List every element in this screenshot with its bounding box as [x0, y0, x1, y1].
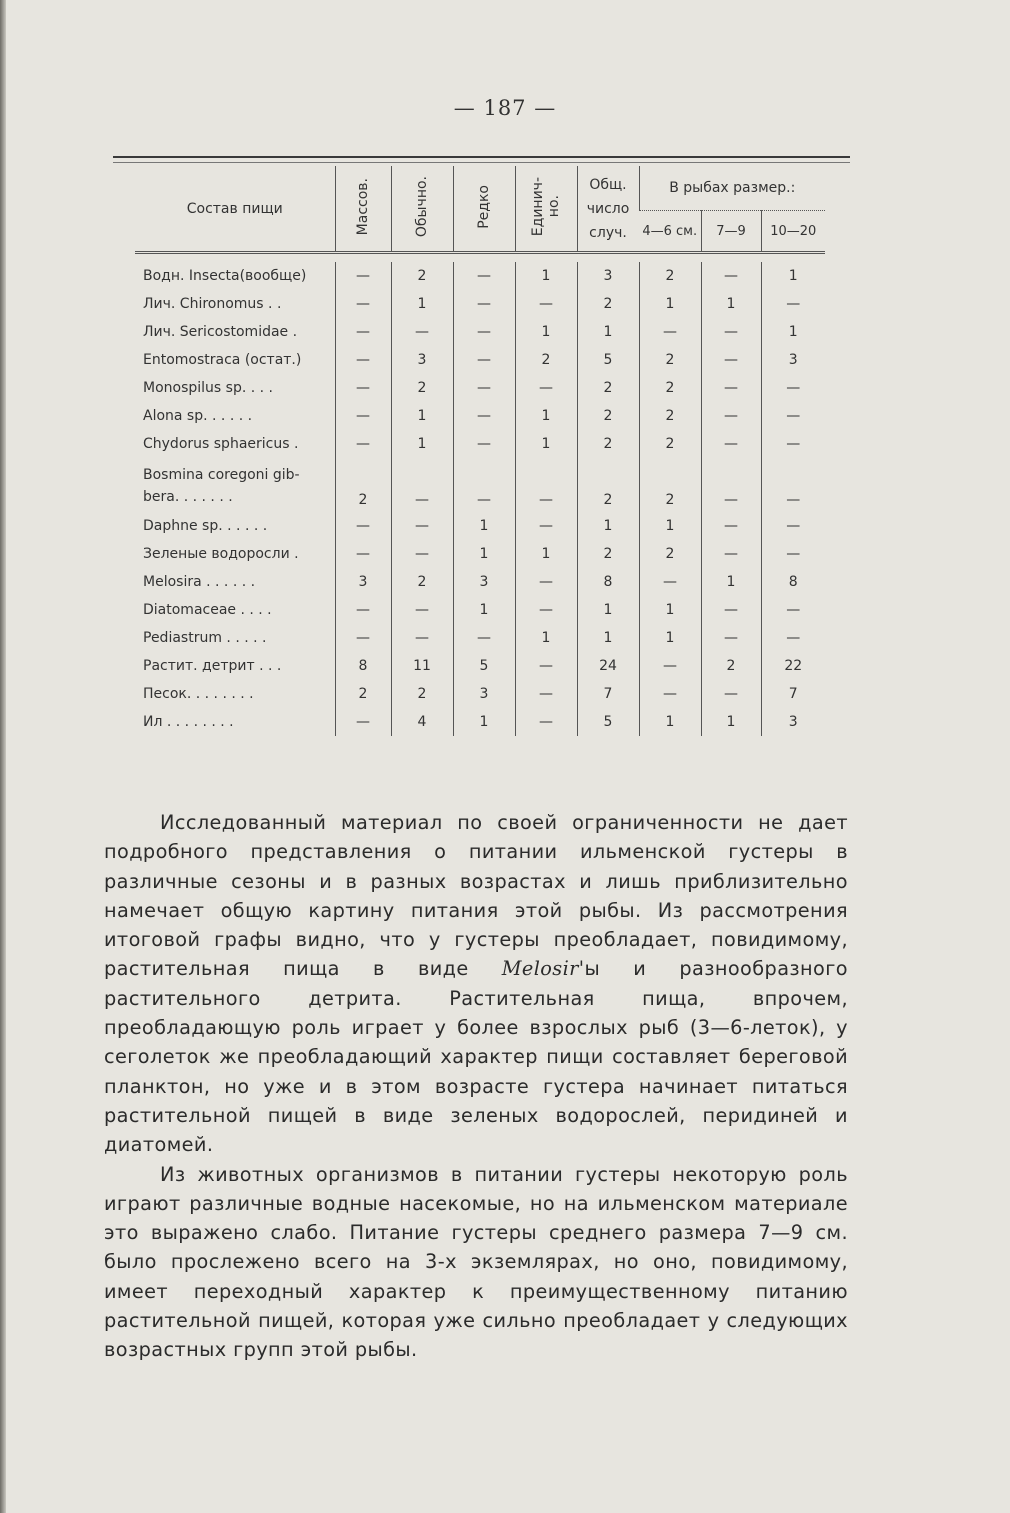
cell-total: 3: [577, 262, 639, 290]
cell-rare: 3: [453, 568, 515, 596]
cell-total: 1: [577, 512, 639, 540]
cell-single: 1: [515, 318, 577, 346]
cell-rare: 5: [453, 652, 515, 680]
food-item-name: Ил . . . . . . . .: [143, 714, 234, 730]
food-item-name: Daphne sp. . . . . .: [143, 518, 268, 534]
cell-single: 2: [515, 346, 577, 374]
cell-b: —: [701, 458, 761, 512]
cell-a: 2: [639, 430, 701, 458]
cell-b: —: [701, 596, 761, 624]
cell-total: 1: [577, 624, 639, 652]
cell-total: 2: [577, 430, 639, 458]
cell-total: 2: [577, 290, 639, 318]
cell-b: —: [701, 346, 761, 374]
cell-mass: —: [335, 708, 391, 736]
cell-b: —: [701, 430, 761, 458]
cell-c: 3: [761, 708, 825, 736]
cell-total: 2: [577, 374, 639, 402]
cell-usual: 2: [391, 374, 453, 402]
header-rare: Редко: [453, 166, 515, 253]
cell-rare: —: [453, 624, 515, 652]
table-row: [135, 512, 825, 540]
header-mass: Массов.: [335, 166, 391, 253]
cell-b: —: [701, 624, 761, 652]
cell-single: —: [515, 680, 577, 708]
food-item-name: Bosmina coregoni gib- bera. . . . . . .: [143, 467, 300, 505]
cell-usual: 11: [391, 652, 453, 680]
cell-usual: —: [391, 540, 453, 568]
cell-usual: 3: [391, 346, 453, 374]
cell-b: 1: [701, 290, 761, 318]
paragraph-1: Исследованный материал по своей ограниченности не дает подробного представления о питании ильменской густеры в различные сезоны и в разных возрастах и лишь приблизительно намечает общую картину питания этой рыбы. Из рассмотрения итоговой графы видно, что у густеры преобладает, повидимому, растительная пища в виде Melosir'ы и разнообразного растительного детрита. Растительная пища, впрочем, преобладающую роль играет у более взрослых рыб (3—6-леток), у сеголеток же преобладающий характер пищи составляет береговой планктон, но уже и в этом возрасте густера начинает питаться растительной пищей в виде зеленых водорослей, перидиней и диатомей.: [104, 811, 848, 1157]
header-fish-size: В рыбах размер.:: [639, 166, 825, 211]
cell-single: 1: [515, 430, 577, 458]
cell-a: 2: [639, 262, 701, 290]
cell-mass: —: [335, 374, 391, 402]
cell-total: 7: [577, 680, 639, 708]
header-total: Общ. число случ.: [577, 166, 639, 253]
table-row: [135, 624, 825, 652]
cell-single: —: [515, 568, 577, 596]
cell-rare: —: [453, 346, 515, 374]
cell-usual: —: [391, 624, 453, 652]
cell-single: 1: [515, 540, 577, 568]
cell-c: —: [761, 402, 825, 430]
cell-c: —: [761, 540, 825, 568]
food-item-name: Monospilus sp. . . .: [143, 380, 273, 396]
table-row: [135, 430, 825, 458]
cell-total: 8: [577, 568, 639, 596]
food-composition-table: [135, 166, 825, 736]
table-top-rule-thin: [113, 162, 850, 163]
cell-b: —: [701, 262, 761, 290]
cell-c: —: [761, 430, 825, 458]
cell-mass: 2: [335, 680, 391, 708]
header-separator: [135, 253, 825, 263]
cell-usual: —: [391, 458, 453, 512]
page-edge: [0, 0, 6, 1513]
cell-rare: —: [453, 430, 515, 458]
food-item-name: Alona sp. . . . . .: [143, 408, 253, 424]
table-body: [135, 262, 825, 736]
cell-a: 2: [639, 374, 701, 402]
cell-mass: —: [335, 290, 391, 318]
cell-b: 1: [701, 708, 761, 736]
food-item-name: Песок. . . . . . . .: [143, 686, 254, 702]
cell-mass: —: [335, 540, 391, 568]
cell-mass: —: [335, 624, 391, 652]
cell-usual: —: [391, 596, 453, 624]
cell-a: 1: [639, 290, 701, 318]
table-row: [135, 346, 825, 374]
cell-b: —: [701, 374, 761, 402]
cell-a: 2: [639, 346, 701, 374]
food-item-name: Зеленые водоросли .: [143, 546, 299, 562]
cell-b: 2: [701, 652, 761, 680]
cell-single: —: [515, 512, 577, 540]
header-composition: Состав пищи: [186, 200, 283, 217]
cell-a: 1: [639, 624, 701, 652]
table-row: [135, 318, 825, 346]
cell-a: 2: [639, 540, 701, 568]
cell-total: 1: [577, 596, 639, 624]
table-row: [135, 596, 825, 624]
cell-rare: —: [453, 458, 515, 512]
cell-a: 1: [639, 596, 701, 624]
cell-rare: 1: [453, 596, 515, 624]
cell-b: —: [701, 318, 761, 346]
cell-usual: 4: [391, 708, 453, 736]
cell-rare: 1: [453, 512, 515, 540]
cell-total: 2: [577, 458, 639, 512]
cell-b: —: [701, 680, 761, 708]
cell-usual: 1: [391, 402, 453, 430]
cell-c: 1: [761, 262, 825, 290]
cell-a: —: [639, 318, 701, 346]
cell-mass: —: [335, 596, 391, 624]
cell-a: —: [639, 652, 701, 680]
cell-a: 1: [639, 708, 701, 736]
table-row: [135, 458, 825, 512]
cell-mass: 2: [335, 458, 391, 512]
cell-rare: —: [453, 374, 515, 402]
table-row: [135, 290, 825, 318]
cell-rare: 1: [453, 540, 515, 568]
food-item-name: Лич. Chironomus . .: [143, 296, 282, 312]
cell-c: 22: [761, 652, 825, 680]
cell-usual: 1: [391, 430, 453, 458]
cell-single: —: [515, 290, 577, 318]
melosira-italic: Melosir': [501, 957, 585, 981]
table-top-rule: [113, 156, 850, 158]
cell-rare: 3: [453, 680, 515, 708]
food-item-name: Водн. Insecta(вообще): [143, 268, 307, 284]
cell-total: 2: [577, 402, 639, 430]
food-item-name: Лич. Sericostomidae .: [143, 324, 298, 340]
food-item-name: Entomostraca (остат.): [143, 352, 302, 368]
cell-usual: 2: [391, 680, 453, 708]
cell-b: 1: [701, 568, 761, 596]
cell-single: —: [515, 652, 577, 680]
paragraph-2: Из животных организмов в питании густеры некоторую роль играют различные водные насекомые, но на ильменском материале это выражено слабо. Питание густеры среднего размера 7—9 см. было прослежено всего на 3-х экземлярах, но оно, повидимому, имеет переходный характер к преимущественному питанию растительной пищей, которая уже сильно преобладает у следующих возрастных групп этой рыбы.: [104, 1162, 848, 1362]
cell-b: —: [701, 512, 761, 540]
table-row: [135, 402, 825, 430]
cell-a: 2: [639, 402, 701, 430]
cell-a: 2: [639, 458, 701, 512]
cell-c: —: [761, 374, 825, 402]
cell-rare: 1: [453, 708, 515, 736]
cell-rare: —: [453, 262, 515, 290]
cell-total: 2: [577, 540, 639, 568]
cell-total: 5: [577, 708, 639, 736]
food-item-name: Растит. детрит . . .: [143, 658, 282, 674]
cell-single: 1: [515, 402, 577, 430]
table-row: [135, 540, 825, 568]
cell-mass: —: [335, 512, 391, 540]
table-row: [135, 568, 825, 596]
cell-mass: —: [335, 430, 391, 458]
cell-c: —: [761, 290, 825, 318]
cell-usual: —: [391, 512, 453, 540]
table-row: [135, 708, 825, 736]
food-item-name: Chydorus sphaericus .: [143, 436, 299, 452]
cell-c: —: [761, 624, 825, 652]
body-text: [104, 808, 848, 1365]
table-row: [135, 652, 825, 680]
table-row: [135, 262, 825, 290]
cell-c: 1: [761, 318, 825, 346]
cell-single: 1: [515, 262, 577, 290]
cell-c: 7: [761, 680, 825, 708]
cell-c: 8: [761, 568, 825, 596]
cell-usual: 2: [391, 568, 453, 596]
cell-total: 1: [577, 318, 639, 346]
cell-usual: 1: [391, 290, 453, 318]
cell-b: —: [701, 402, 761, 430]
cell-single: 1: [515, 624, 577, 652]
cell-single: —: [515, 374, 577, 402]
header-single: Единич- но.: [515, 166, 577, 253]
cell-mass: —: [335, 346, 391, 374]
table-row: [135, 680, 825, 708]
cell-mass: —: [335, 262, 391, 290]
cell-single: —: [515, 708, 577, 736]
header-usual: Обычно.: [391, 166, 453, 253]
table-row: [135, 374, 825, 402]
cell-mass: 8: [335, 652, 391, 680]
cell-a: —: [639, 680, 701, 708]
cell-mass: —: [335, 318, 391, 346]
cell-mass: 3: [335, 568, 391, 596]
cell-b: —: [701, 540, 761, 568]
cell-total: 5: [577, 346, 639, 374]
food-item-name: Melosira . . . . . .: [143, 574, 256, 590]
cell-c: —: [761, 596, 825, 624]
cell-mass: —: [335, 402, 391, 430]
header-size-7-9: 7—9: [701, 211, 761, 253]
cell-a: 1: [639, 512, 701, 540]
cell-a: —: [639, 568, 701, 596]
cell-c: 3: [761, 346, 825, 374]
cell-single: —: [515, 458, 577, 512]
header-size-10-20: 10—20: [761, 211, 825, 253]
page-number: — 187 —: [453, 96, 557, 120]
cell-usual: 2: [391, 262, 453, 290]
cell-c: —: [761, 512, 825, 540]
food-item-name: Diatomaceae . . . .: [143, 602, 272, 618]
food-item-name: Pediastrum . . . . .: [143, 630, 267, 646]
cell-single: —: [515, 596, 577, 624]
cell-rare: —: [453, 402, 515, 430]
cell-rare: —: [453, 318, 515, 346]
cell-usual: —: [391, 318, 453, 346]
cell-rare: —: [453, 290, 515, 318]
header-size-4-6: 4—6 см.: [639, 211, 701, 253]
cell-c: —: [761, 458, 825, 512]
cell-total: 24: [577, 652, 639, 680]
